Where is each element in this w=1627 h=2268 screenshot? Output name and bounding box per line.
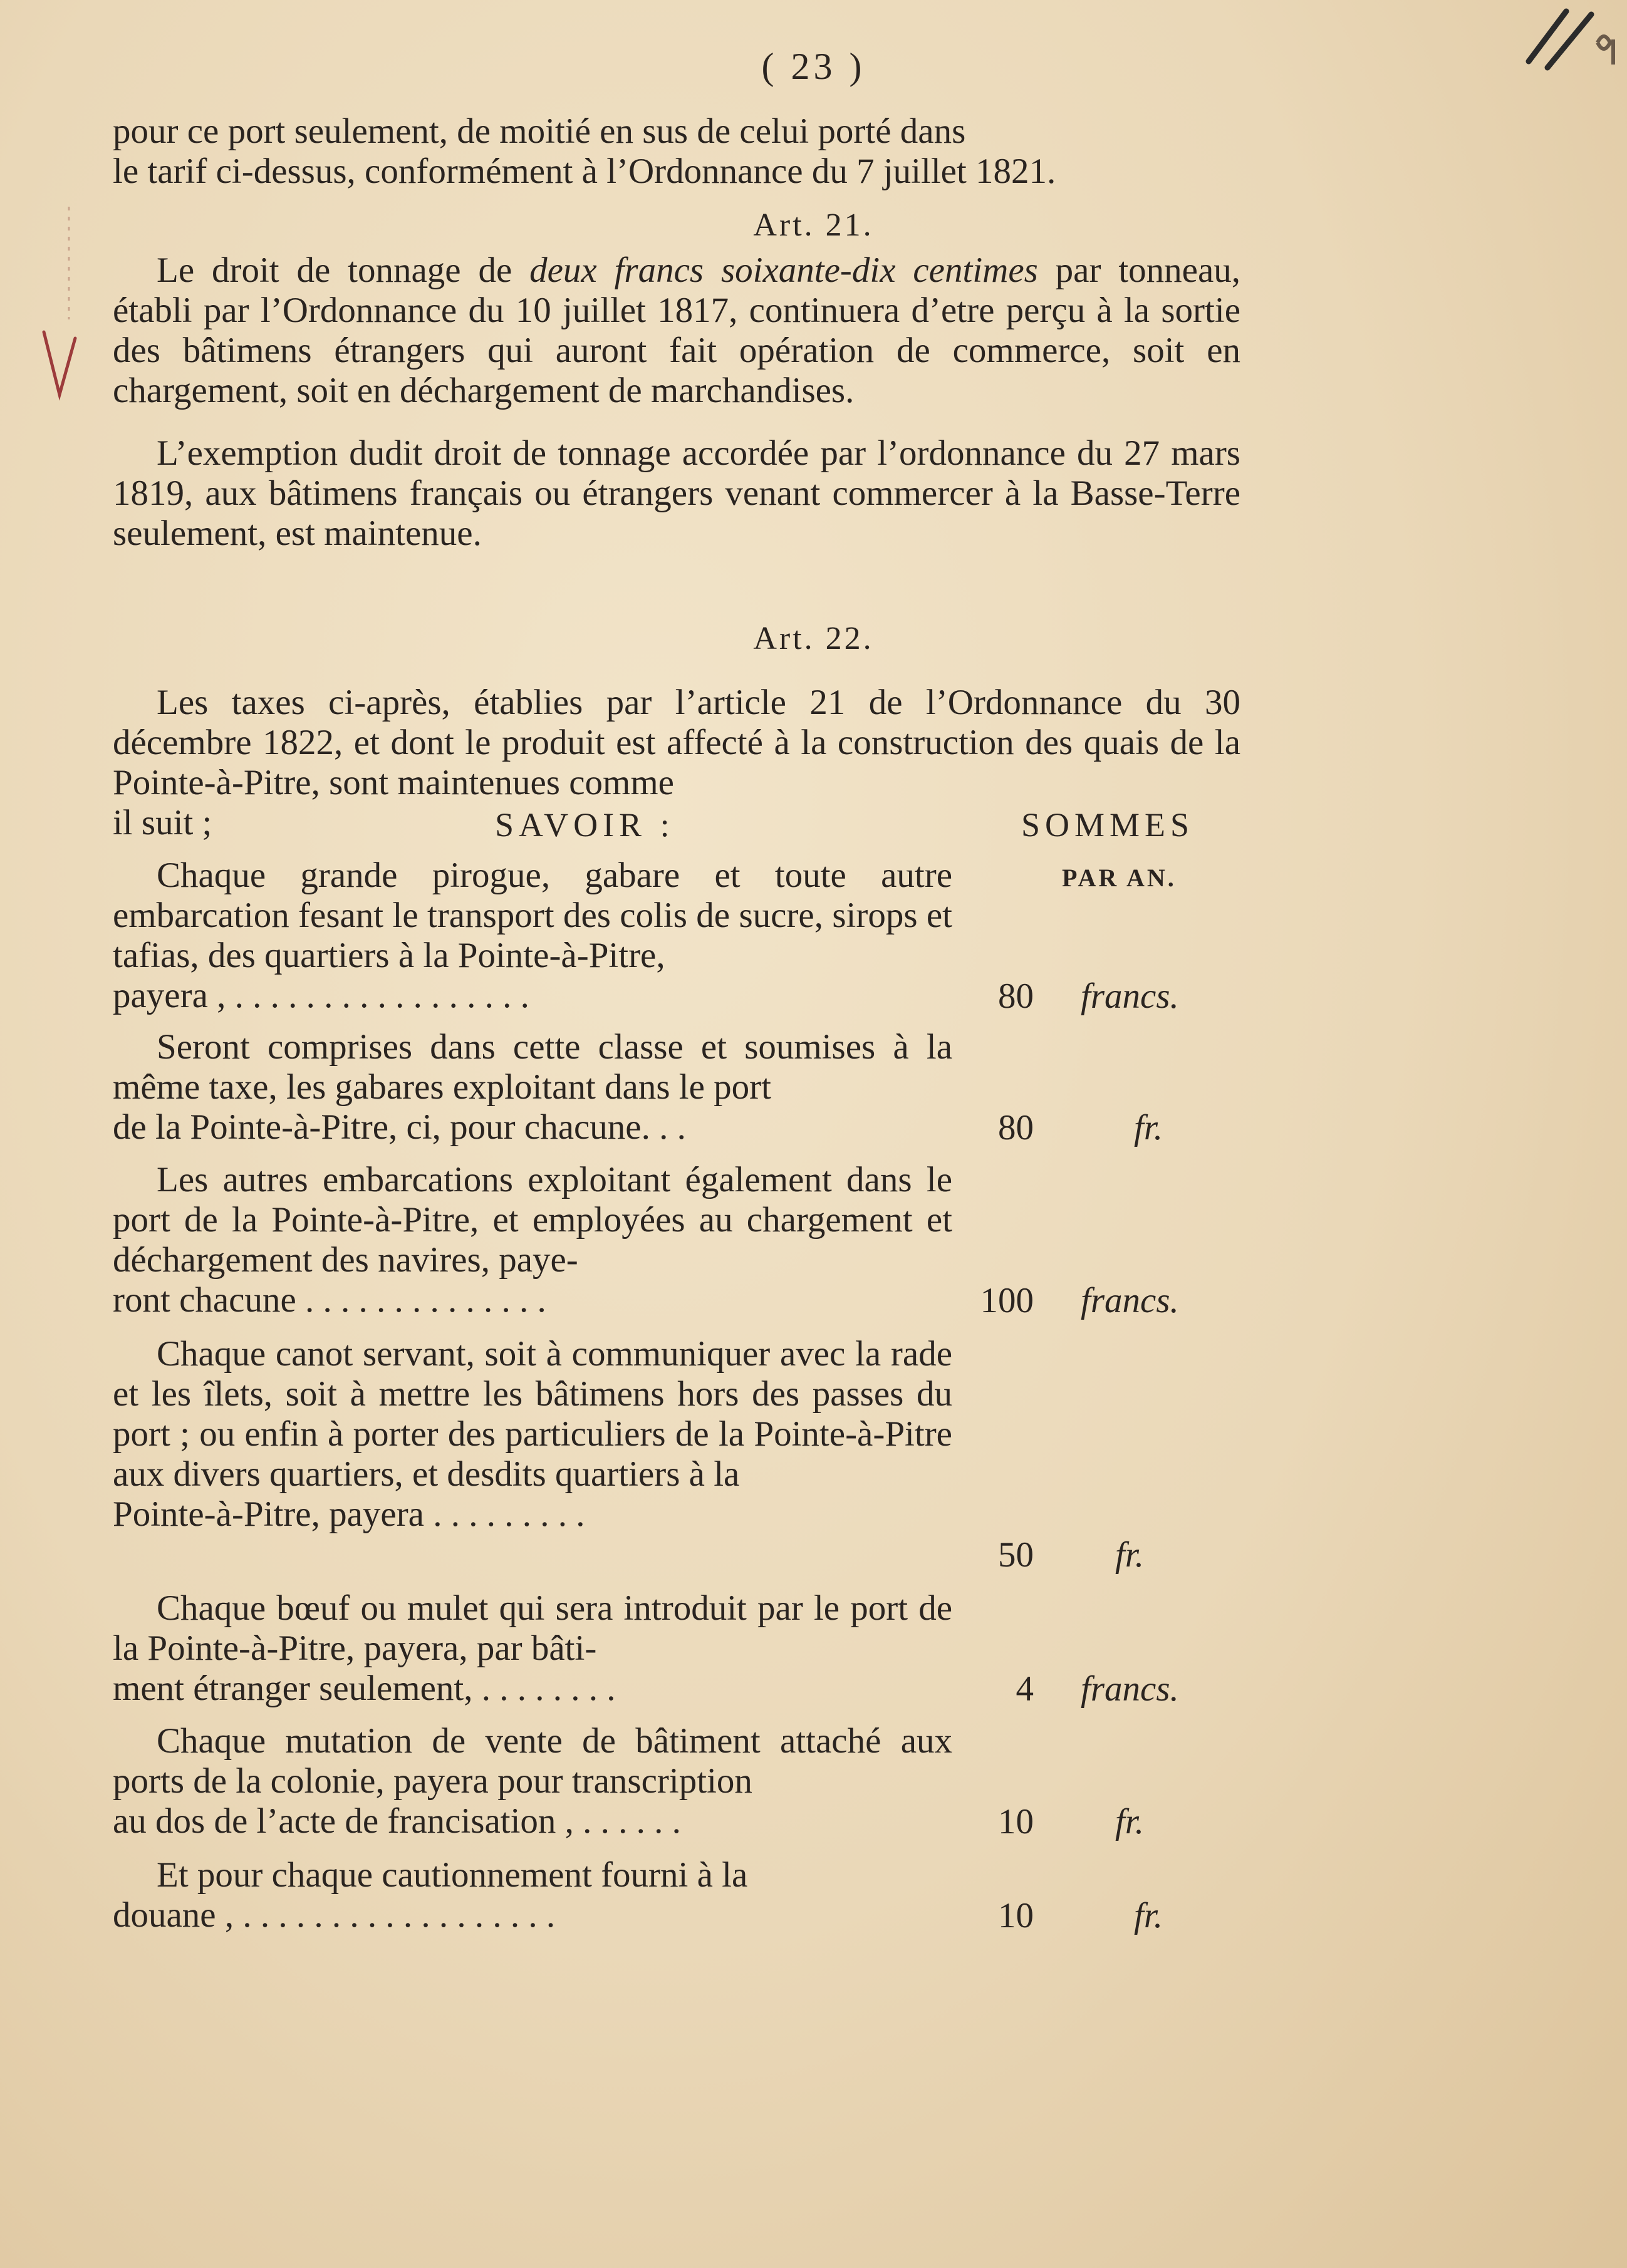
article-22-intro-text: Les taxes ci-après, établies par l’article 21 de l’Ordonnance du 30 décembre 1822, et dont le produit est affecté à la construction des quais de la Pointe-à-Pitre, sont maintenues comme — [113, 683, 1240, 802]
intro-line-1: pour ce port seulement, de moitié en sus de celui porté dans — [113, 111, 966, 151]
article-21-p1-start: Le droit de tonnage de — [157, 251, 530, 290]
article-22-intro-last: il suit ; — [113, 803, 212, 842]
entry-amount: 4 — [1016, 1669, 1034, 1709]
entry-text: Les autres embarcations exploitant également dans le port de la Pointe-à-Pitre, et employées au chargement et déchargement des navires, paye- — [113, 1160, 952, 1280]
article-21-heading: Art. 21. — [753, 207, 874, 243]
entry-text: Chaque mutation de vente de bâtiment attaché aux ports de la colonie, payera pour transcription — [113, 1721, 952, 1801]
tax-entry-cautionnement — [113, 1855, 952, 1935]
entry-unit: francs. — [1081, 1669, 1179, 1709]
entry-last-line: payera , . . . . . . . . . . . . . . . . . — [113, 976, 529, 1015]
entry-amount: 10 — [998, 1802, 1034, 1841]
page-number: ( 23 ) — [761, 46, 866, 87]
intro-block — [113, 111, 1240, 192]
entry-last-line: ment étranger seulement, . . . . . . . . — [113, 1669, 616, 1708]
tax-entry-canot — [113, 1334, 952, 1535]
article-21-paragraph-1 — [113, 251, 1240, 411]
entry-unit: francs. — [1081, 976, 1179, 1016]
entry-amount: 100 — [980, 1281, 1034, 1320]
entry-last-line: ront chacune . . . . . . . . . . . . . . — [113, 1280, 546, 1320]
entry-last-line: Pointe-à-Pitre, payera . . . . . . . . . — [113, 1494, 585, 1534]
entry-last-line: de la Pointe-à-Pitre, ci, pour chacune. . . — [113, 1107, 686, 1147]
entry-amount: 10 — [998, 1896, 1034, 1935]
tax-entry-gabares — [113, 1027, 952, 1147]
article-21-paragraph-2: L’exemption dudit droit de tonnage accordée par l’ordonnance du 27 mars 1819, aux bâtimens français ou étrangers venant commercer à la Basse-Terre seulement, est maintenue. — [113, 433, 1240, 553]
entry-text: Seront comprises dans cette classe et soumises à la même taxe, les gabares exploitant dans le port — [113, 1027, 952, 1107]
entry-amount: 50 — [998, 1535, 1034, 1575]
article-21-p1-italic: deux francs soixante-dix centimes — [529, 251, 1038, 290]
entry-unit: francs. — [1081, 1281, 1179, 1320]
entry-unit: fr. — [1115, 1535, 1144, 1575]
entry-last-line: douane , . . . . . . . . . . . . . . . . . . — [113, 1895, 556, 1935]
tax-entry-pirogue — [113, 856, 952, 1016]
entry-amount: 80 — [998, 976, 1034, 1016]
entry-text: Chaque bœuf ou mulet qui sera introduit par le port de la Pointe-à-Pitre, payera, par bâti- — [113, 1588, 952, 1668]
sommes-heading: SOMMES — [1021, 806, 1195, 844]
entry-unit: fr. — [1134, 1108, 1163, 1147]
tax-entry-autres-embarcations — [113, 1160, 952, 1320]
savoir-heading: SAVOIR : — [495, 806, 675, 844]
intro-line-2: le tarif ci-dessus, conformément à l’Ordonnance du 7 juillet 1821. — [113, 152, 1056, 191]
entry-text: Chaque canot servant, soit à communiquer avec la rade et les îlets, soit à mettre les bâtimens hors des passes du port ; ou enfin à porter des particuliers de la Pointe-à-Pitre aux divers quartiers, et desdits quartiers à la — [113, 1334, 952, 1494]
tax-entry-mutation — [113, 1721, 952, 1841]
article-22-heading: Art. 22. — [753, 621, 874, 656]
article-21-body — [113, 251, 1240, 554]
article-21-p1-end: par tonneau, établi par l’Ordonnance du 10 juillet 1817, continuera d’etre perçu à la sortie des bâtimens étrangers qui auront fait opération de commerce, soit en chargement, soit en déchargement de marchandises. — [113, 251, 1241, 410]
entry-unit: fr. — [1115, 1802, 1144, 1841]
entry-unit: fr. — [1134, 1896, 1163, 1935]
entry-text: Chaque grande pirogue, gabare et toute autre embarcation fesant le transport des colis de sucre, sirops et tafias, des quartiers à la Pointe-à-Pitre, — [113, 856, 952, 975]
tax-entry-boeuf-mulet — [113, 1588, 952, 1709]
par-an-heading: PAR AN. — [1062, 864, 1177, 892]
entry-text: Et pour chaque cautionnement fourni à la — [157, 1855, 748, 1895]
entry-last-line: au dos de l’acte de francisation , . . . . . . — [113, 1801, 681, 1841]
handwritten-annotation — [1522, 5, 1623, 99]
entry-amount: 80 — [998, 1108, 1034, 1147]
